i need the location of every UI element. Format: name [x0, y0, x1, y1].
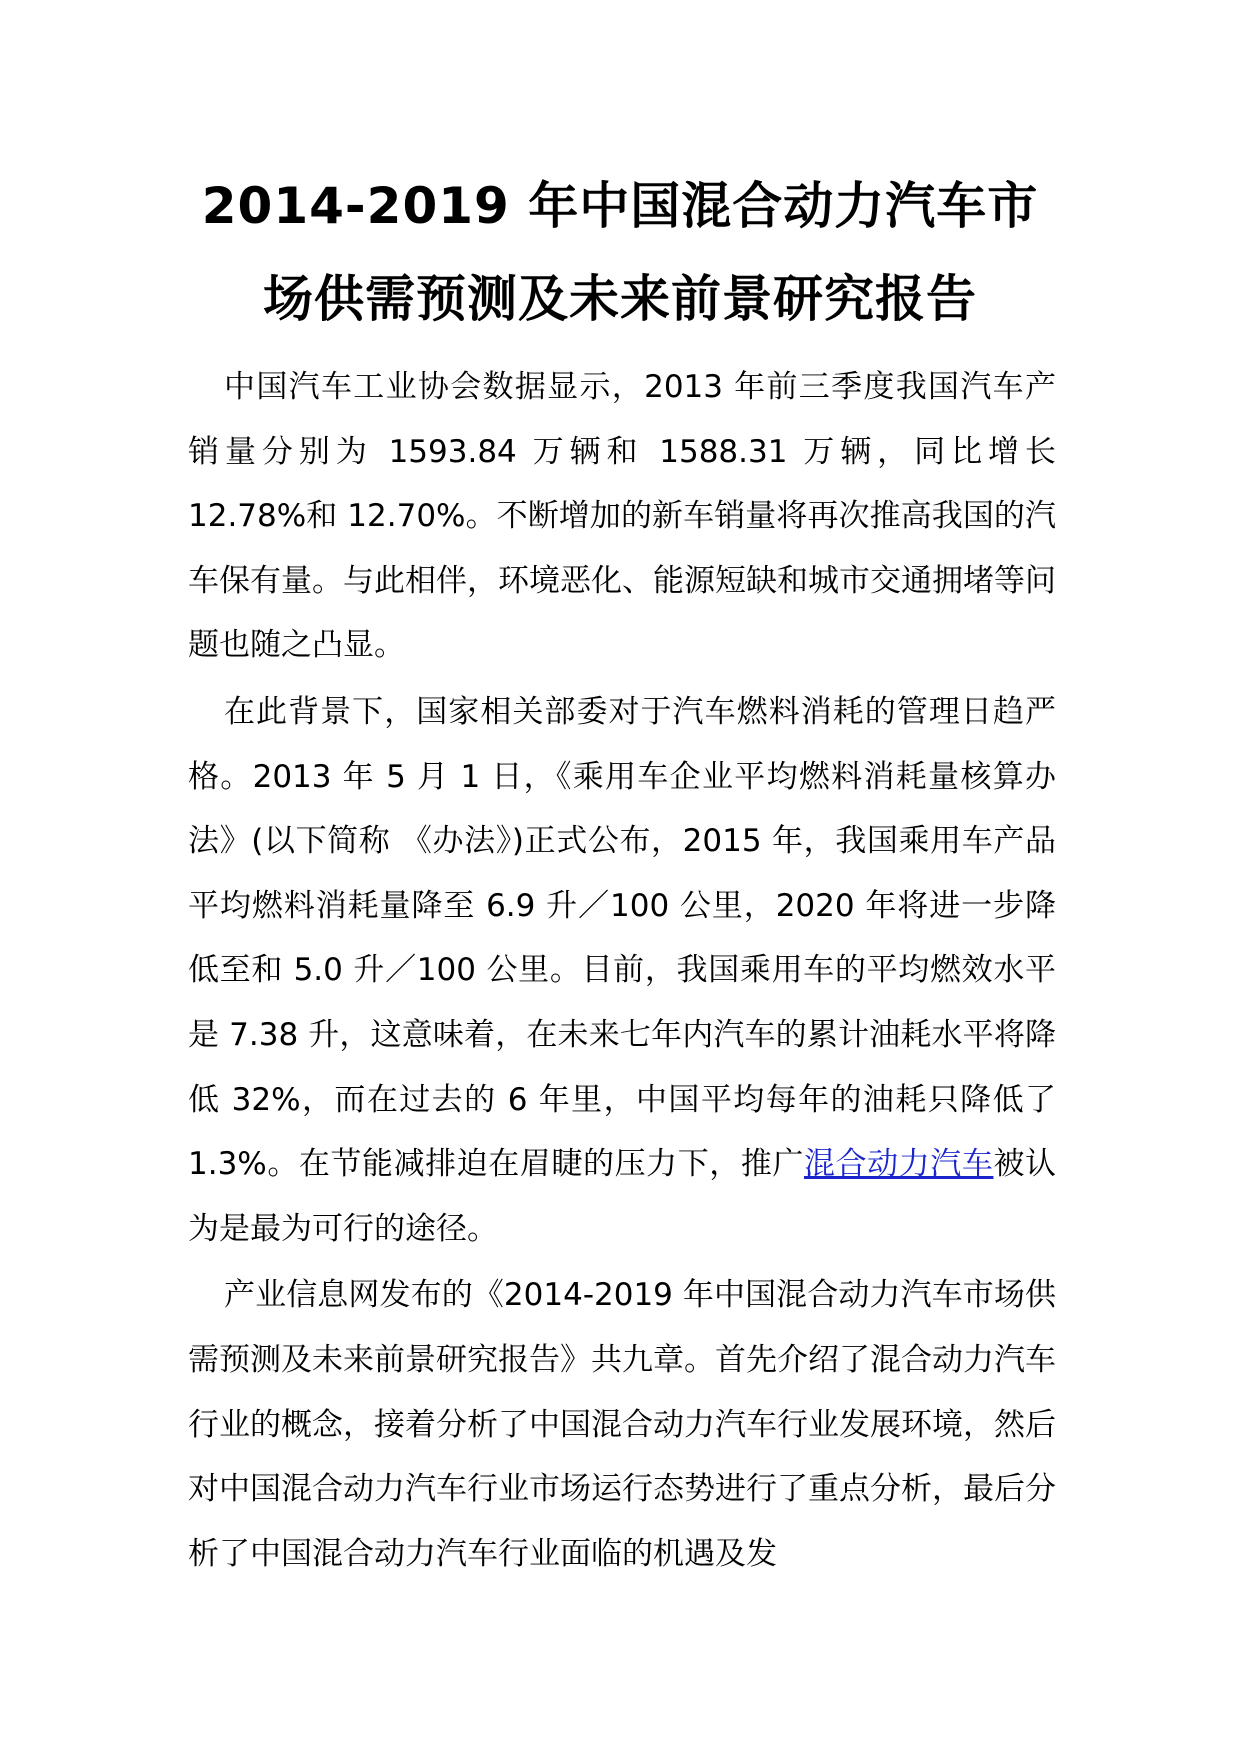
hybrid-vehicle-link[interactable]: 混合动力汽车 [804, 1146, 994, 1183]
title-line-1: 2014-2019 年中国混合动力汽车市 [201, 177, 1039, 235]
document-body [188, 355, 1056, 1586]
paragraph-policy-background [188, 680, 1056, 1261]
paragraph-report-summary: 产业信息网发布的《2014-2019 年中国混合动力汽车市场供需预测及未来前景研究报告》共九章。首先介绍了混合动力汽车行业的概念，接着分析了中国混合动力汽车行业发展环境，然后对中国混合动力汽车行业市场运行态势进行了重点分析，最后分析了中国混合动力汽车行业面临的机遇及发 [188, 1277, 1056, 1572]
paragraph-market-data: 中国汽车工业协会数据显示，2013 年前三季度我国汽车产销量分别为 1593.84 万辆和 1588.31 万辆，同比增长 12.78%和 12.70%。不断增加的新车销量将再次推高我国的汽车保有量。与此相伴，环境恶化、能源短缺和城市交通拥堵等问题也随之凸显。 [188, 369, 1056, 664]
document-title [150, 160, 1090, 346]
paragraph-policy-tail: 被认为是最为可行的途径。 [188, 1146, 1057, 1247]
paragraph-policy-text: 在此背景下，国家相关部委对于汽车燃料消耗的管理日趋严格。2013 年 5 月 1 日，《乘用车企业平均燃料消耗量核算办法》(以下简称 《办法》)正式公布，2015 年，我国乘用车产品平均燃料消耗量降至 6.9 升／100 公里，2020 年将进一步降低至和 5.0 升／100 公里。目前，我国乘用车的平均燃效水平是 7.38 升，这意味着，在未来七年内汽车的累计油耗水平将降低 32%，而在过去的 6 年里，中国平均每年的油耗只降低了 1.3%。在节能减排迫在眉睫的压力下，推广 [188, 693, 1056, 1183]
title-line-2: 场供需预测及未来前景研究报告 [263, 270, 977, 328]
